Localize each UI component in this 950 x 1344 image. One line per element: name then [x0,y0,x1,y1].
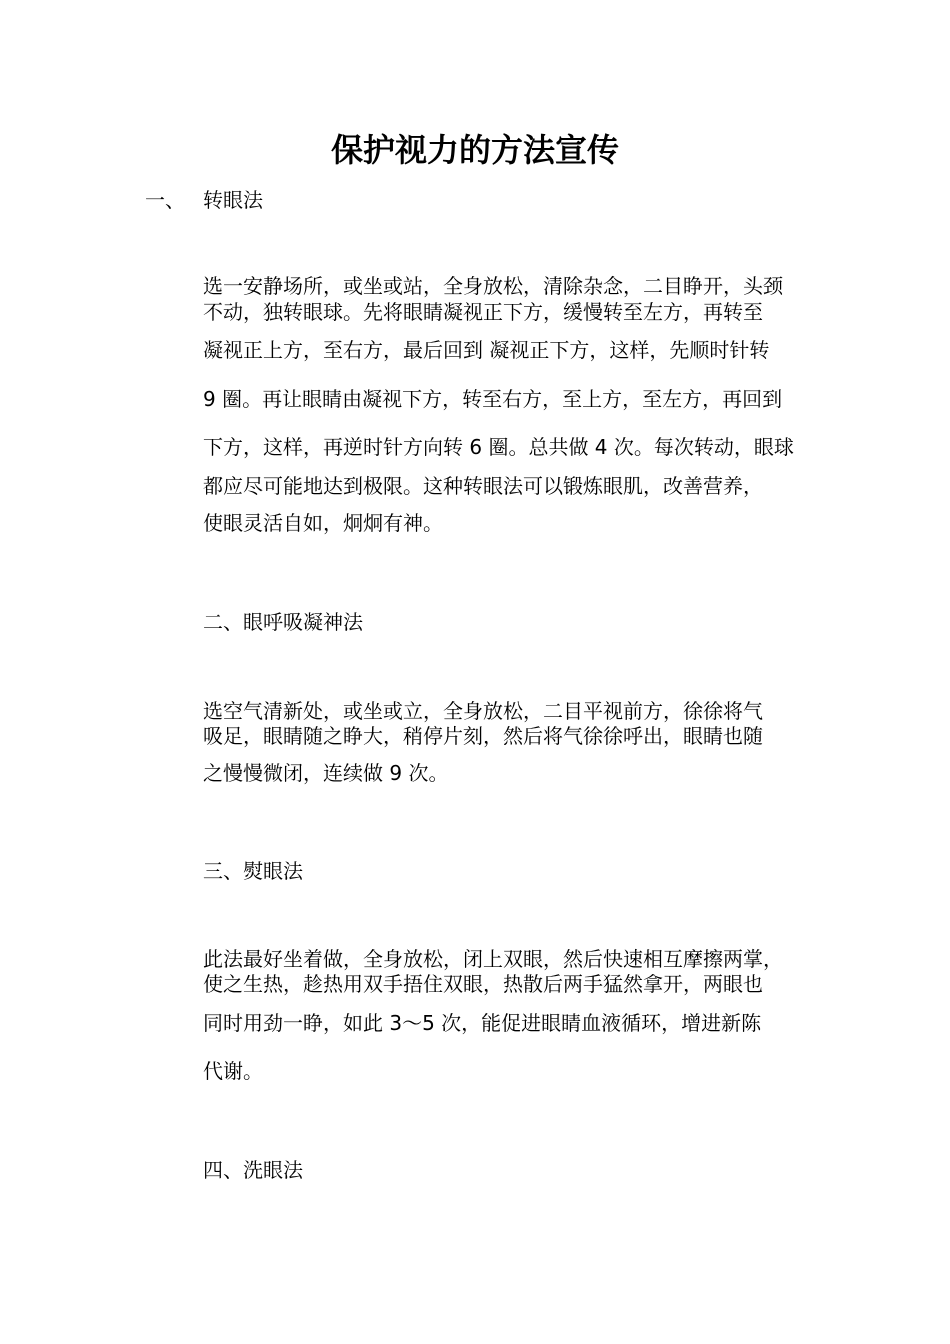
paragraph-line: 下方，这样，再逆时针方向转 6 圈。总共做 4 次。每次转动，眼球 [203,435,794,459]
paragraph-line: 9 圈。再让眼睛由凝视下方，转至右方，至上方，至左方，再回到 [203,387,783,411]
paragraph-line: 吸足，眼睛随之睁大，稍停片刻，然后将气徐徐呼出，眼睛也随 [203,724,763,748]
paragraph-line: 同时用劲一睁，如此 3～5 次，能促进眼睛血液循环，增进新陈 [203,1011,762,1035]
paragraph-line: 凝视正上方，至右方，最后回到 凝视正下方，这样，先顺时针转 [203,338,770,362]
section-1-number: 一、 [145,188,185,212]
document-title: 保护视力的方法宣传 [330,131,619,169]
paragraph-line: 之慢慢微闭，连续做 9 次。 [203,761,449,785]
paragraph-line: 使之生热，趁热用双手捂住双眼，热散后两手猛然拿开，两眼也 [203,972,763,996]
paragraph-line: 都应尽可能地达到极限。这种转眼法可以锻炼眼肌，改善营养， [203,474,763,498]
paragraph-line: 代谢。 [203,1059,263,1083]
paragraph-line: 不动，独转眼球。先将眼睛凝视正下方，缓慢转至左方，再转至 [203,300,763,324]
section-1-title: 转眼法 [203,188,263,212]
paragraph-line: 此法最好坐着做，全身放松，闭上双眼，然后快速相互摩擦两掌， [203,947,783,971]
section-2-heading: 二、眼呼吸凝神法 [203,610,363,634]
paragraph-line: 选空气清新处，或坐或立，全身放松，二目平视前方，徐徐将气 [203,699,763,723]
paragraph-line: 选一安静场所，或坐或站，全身放松，清除杂念，二目睁开，头颈 [203,274,783,298]
section-4-heading: 四、洗眼法 [203,1158,303,1182]
paragraph-line: 使眼灵活自如，炯炯有神。 [203,511,443,535]
section-3-heading: 三、熨眼法 [203,859,303,883]
